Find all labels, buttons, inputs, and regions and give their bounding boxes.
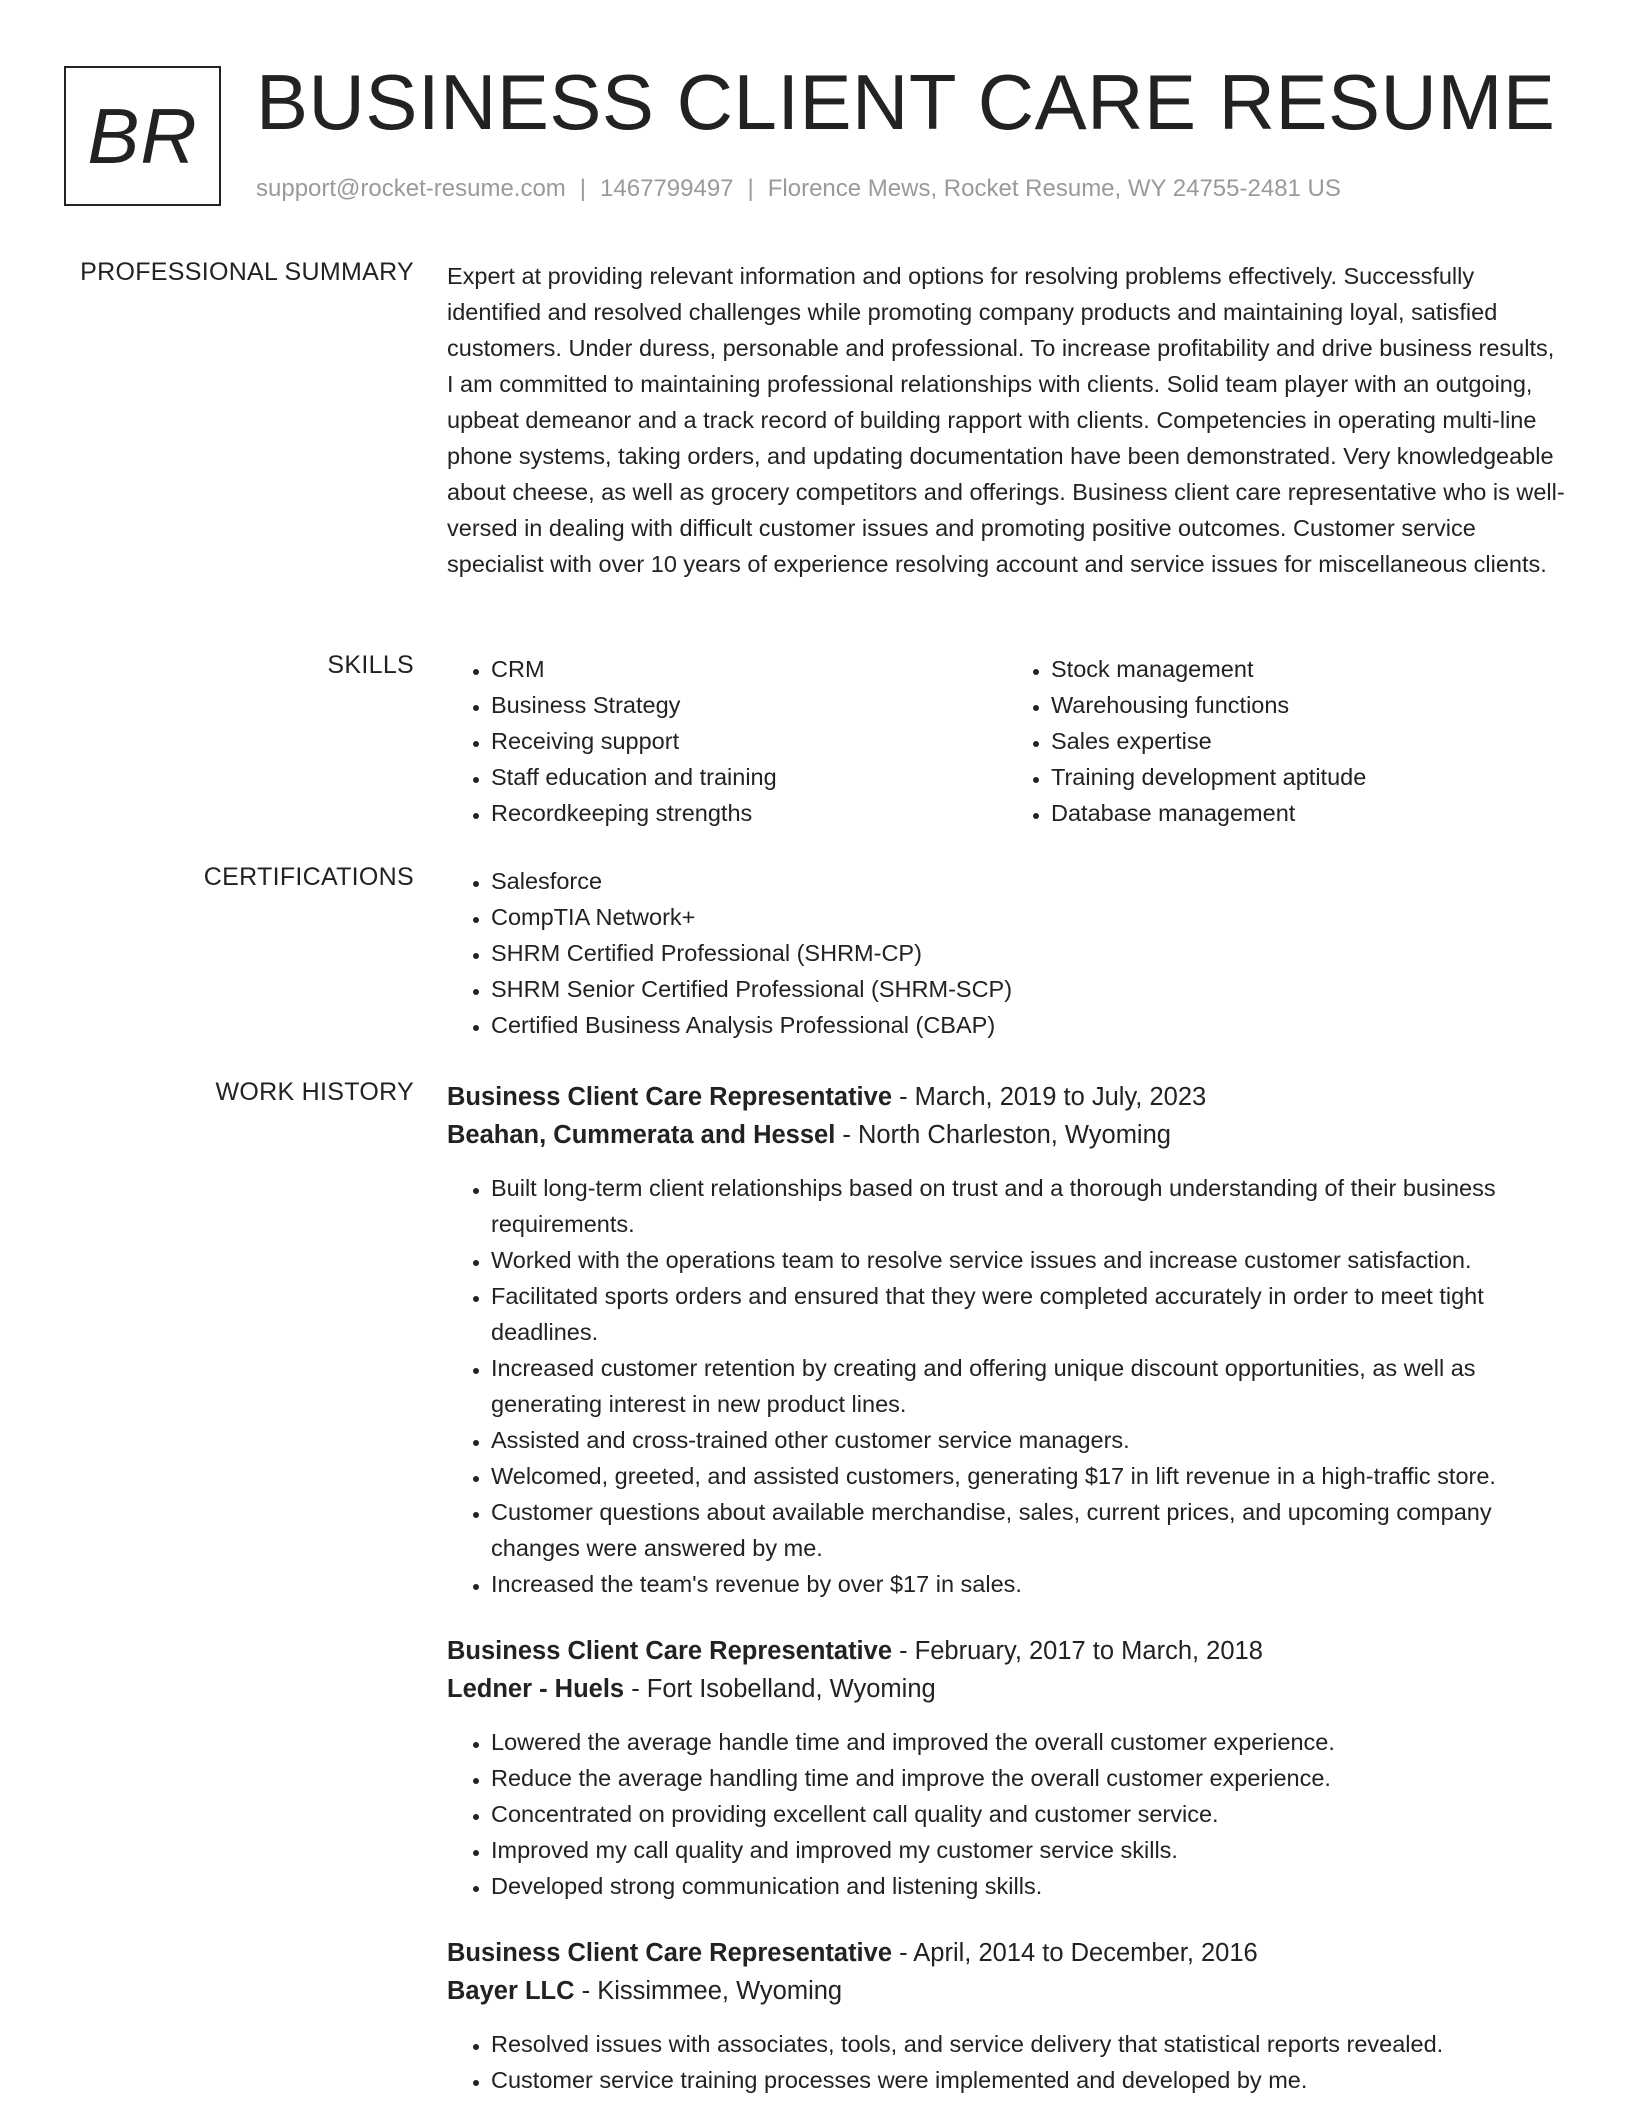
certification-item: • SHRM Certified Professional (SHRM-CP) [491, 935, 1567, 971]
job-dates: - April, 2014 to December, 2016 [892, 1939, 1258, 1967]
job-bullet: • Developed strong communication and listening skills. [491, 1868, 1567, 1904]
job-location: - Fort Isobelland, Wyoming [624, 1675, 936, 1703]
job-title-line [447, 1078, 1567, 1116]
section-heading: CERTIFICATIONS [203, 863, 414, 891]
job-bullets [447, 2026, 1567, 2098]
job-entry [447, 1934, 1567, 2098]
job-bullet: • Concentrated on providing excellent call quality and customer service. [491, 1796, 1567, 1832]
job-bullet: • Increased customer retention by creating and offering unique discount opportunities, as well as generating interest in new product lines. [491, 1350, 1567, 1422]
job-title: Business Client Care Representative [447, 1083, 893, 1111]
job-company: Ledner - Huels [447, 1675, 625, 1703]
skill-item: • Receiving support [491, 723, 1007, 759]
contact-separator: | [579, 175, 587, 202]
job-company: Bayer LLC [447, 1977, 575, 2005]
section-heading: PROFESSIONAL SUMMARY [80, 258, 414, 286]
certification-item: • Salesforce [491, 863, 1567, 899]
skills-list-left [447, 651, 1007, 831]
skill-item: • Staff education and training [491, 759, 1007, 795]
job-company-line [447, 1972, 1567, 2010]
job-title: Business Client Care Representative [447, 1637, 893, 1665]
job-company: Beahan, Cummerata and Hessel [447, 1121, 836, 1149]
job-bullets [447, 1724, 1567, 1904]
job-bullet: • Facilitated sports orders and ensured that they were completed accurately in order to meet tight deadlines. [491, 1278, 1567, 1350]
job-bullet: • Resolved issues with associates, tools, and service delivery that statistical reports revealed. [491, 2026, 1567, 2062]
job-title: Business Client Care Representative [447, 1939, 893, 1967]
contact-email[interactable]: support@rocket-resume.com [256, 175, 566, 202]
contact-phone[interactable]: 1467799497 [600, 175, 734, 202]
resume-title: BUSINESS CLIENT CARE RESUME [256, 58, 1556, 146]
skill-item: • Database management [1051, 795, 1567, 831]
jobs-container [447, 1078, 1567, 2128]
certification-item: • Certified Business Analysis Professional (CBAP) [491, 1007, 1567, 1043]
job-location: - Kissimmee, Wyoming [574, 1977, 843, 2005]
job-bullet: • Improved my call quality and improved my customer service skills. [491, 1832, 1567, 1868]
job-title-line [447, 1632, 1567, 1670]
skill-item: • Training development aptitude [1051, 759, 1567, 795]
job-title-line [447, 1934, 1567, 1972]
skill-item: • Business Strategy [491, 687, 1007, 723]
contact-line [256, 175, 1341, 203]
job-bullet: • Welcomed, greeted, and assisted customers, generating $17 in lift revenue in a high-traffic store. [491, 1458, 1567, 1494]
job-entry [447, 1632, 1567, 1904]
skill-item: • CRM [491, 651, 1007, 687]
job-entry [447, 1078, 1567, 1602]
skill-item: • Sales expertise [1051, 723, 1567, 759]
job-location: - North Charleston, Wyoming [835, 1121, 1171, 1149]
certification-item: • SHRM Senior Certified Professional (SHRM-SCP) [491, 971, 1567, 1007]
job-bullet: • Built long-term client relationships based on trust and a thorough understanding of their business requirements. [491, 1170, 1567, 1242]
monogram-logo: BR [64, 66, 221, 206]
contact-address: Florence Mews, Rocket Resume, WY 24755-2481 US [767, 175, 1341, 202]
job-bullets [447, 1170, 1567, 1602]
job-dates: - February, 2017 to March, 2018 [892, 1637, 1263, 1665]
certification-item: • CompTIA Network+ [491, 899, 1567, 935]
job-dates: - March, 2019 to July, 2023 [892, 1083, 1207, 1111]
contact-separator: | [747, 175, 754, 202]
job-company-line [447, 1670, 1567, 1708]
job-bullet: • Customer service training processes were implemented and developed by me. [491, 2062, 1567, 2098]
job-bullet: • Reduce the average handling time and improve the overall customer experience. [491, 1760, 1567, 1796]
section-heading: SKILLS [327, 651, 414, 679]
section-heading: WORK HISTORY [215, 1078, 414, 1106]
job-bullet: • Worked with the operations team to resolve service issues and increase customer satisfaction. [491, 1242, 1567, 1278]
skills-list-right [1007, 651, 1567, 831]
job-bullet: • Increased the team's revenue by over $17 in sales. [491, 1566, 1567, 1602]
job-bullet: • Lowered the average handle time and improved the overall customer experience. [491, 1724, 1567, 1760]
job-bullet: • Assisted and cross-trained other customer service managers. [491, 1422, 1567, 1458]
job-company-line [447, 1116, 1567, 1154]
skill-item: • Stock management [1051, 651, 1567, 687]
skill-item: • Warehousing functions [1051, 687, 1567, 723]
certifications-list [447, 863, 1567, 1043]
skill-item: • Recordkeeping strengths [491, 795, 1007, 831]
summary-text: Expert at providing relevant information and options for resolving problems effectively. Successfully identified and resolved challenges while promoting company products and maintaining loyal, satisfied customers. Under duress, personable and professional. To increase profitability and drive business results, I am committed to maintaining professional relationships with clients. Solid team player with an outgoing, upbeat demeanor and a track record of building rapport with clients. Competencies in operating multi-line phone systems, taking orders, and updating documentation have been demonstrated. Very knowledgeable about cheese, as well as grocery competitors and offerings. Business client care representative who is well-versed in dealing with difficult customer issues and promoting positive outcomes. Customer service specialist with over 10 years of experience resolving account and service issues for miscellaneous clients. [447, 263, 1565, 577]
job-bullet: • Customer questions about available merchandise, sales, current prices, and upcoming company changes were answered by me. [491, 1494, 1567, 1566]
